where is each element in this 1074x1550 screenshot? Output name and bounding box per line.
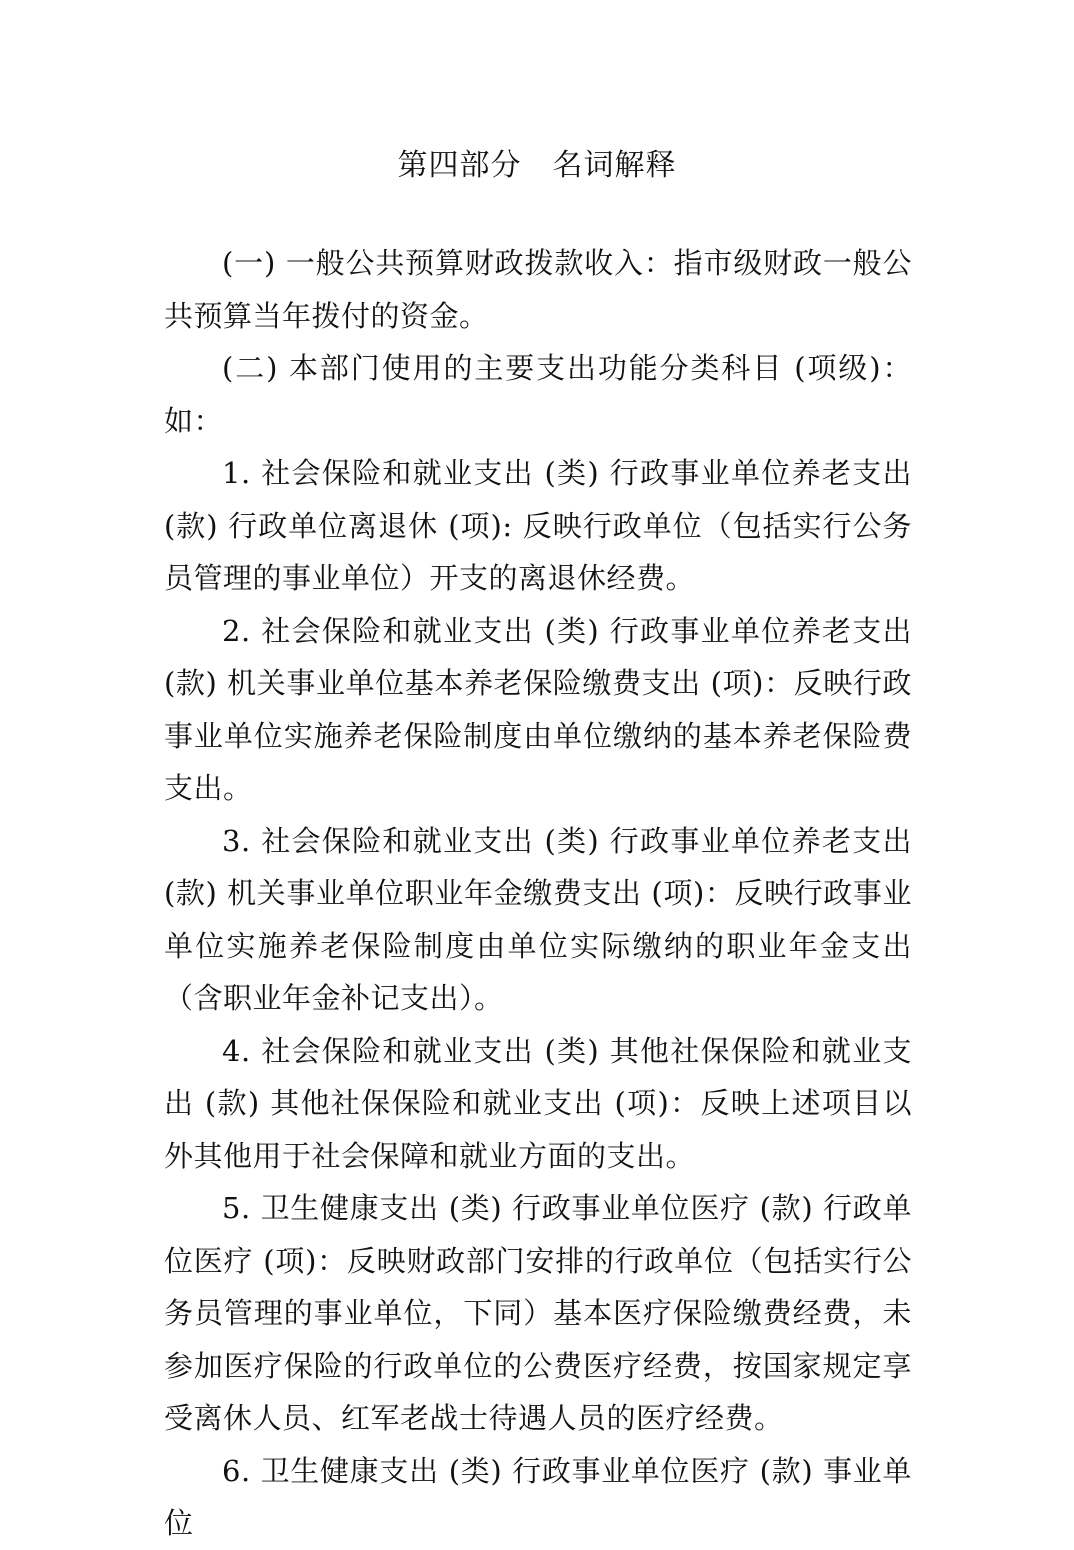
paragraph-expenditure-categories: (二) 本部门使用的主要支出功能分类科目 (项级)：如：: [164, 351, 912, 438]
page-title: 第四部分 名词解释: [397, 148, 677, 183]
paragraph-item-3: 3. 社会保险和就业支出 (类) 行政事业单位养老支出 (款) 机关事业单位职业年金缴费支出 (项)：反映行政事业单位实施养老保险制度由单位实际缴纳的职业年金支出（含职业年金补记支出）。: [164, 823, 912, 1015]
document-body: [164, 237, 912, 1550]
paragraph-item-6: 6. 卫生健康支出 (类) 行政事业单位医疗 (款) 事业单位: [164, 1453, 912, 1540]
paragraph-item-1: 1. 社会保险和就业支出 (类) 行政事业单位养老支出 (款) 行政单位离退休 (项): 反映行政单位（包括实行公务员管理的事业单位）开支的离退休经费。: [164, 456, 912, 595]
paragraph-item-5: 5. 卫生健康支出 (类) 行政事业单位医疗 (款) 行政单位医疗 (项)：反映财政部门安排的行政单位（包括实行公务员管理的事业单位，下同）基本医疗保险缴费经费，未参加医疗保险的行政单位的公费医疗经费，按国家规定享受离休人员、红军老战士待遇人员的医疗经费。: [164, 1191, 912, 1435]
paragraph-item-4: 4. 社会保险和就业支出 (类) 其他社保保险和就业支出 (款) 其他社保保险和就业支出 (项)：反映上述项目以外其他用于社会保障和就业方面的支出。: [164, 1033, 912, 1173]
paragraph-item-2: 2. 社会保险和就业支出 (类) 行政事业单位养老支出 (款) 机关事业单位基本养老保险缴费支出 (项)：反映行政事业单位实施养老保险制度由单位缴纳的基本养老保险费支出。: [164, 613, 912, 805]
paragraph-general-budget-income: (一) 一般公共预算财政拨款收入：指市级财政一般公共预算当年拨付的资金。: [164, 246, 912, 333]
